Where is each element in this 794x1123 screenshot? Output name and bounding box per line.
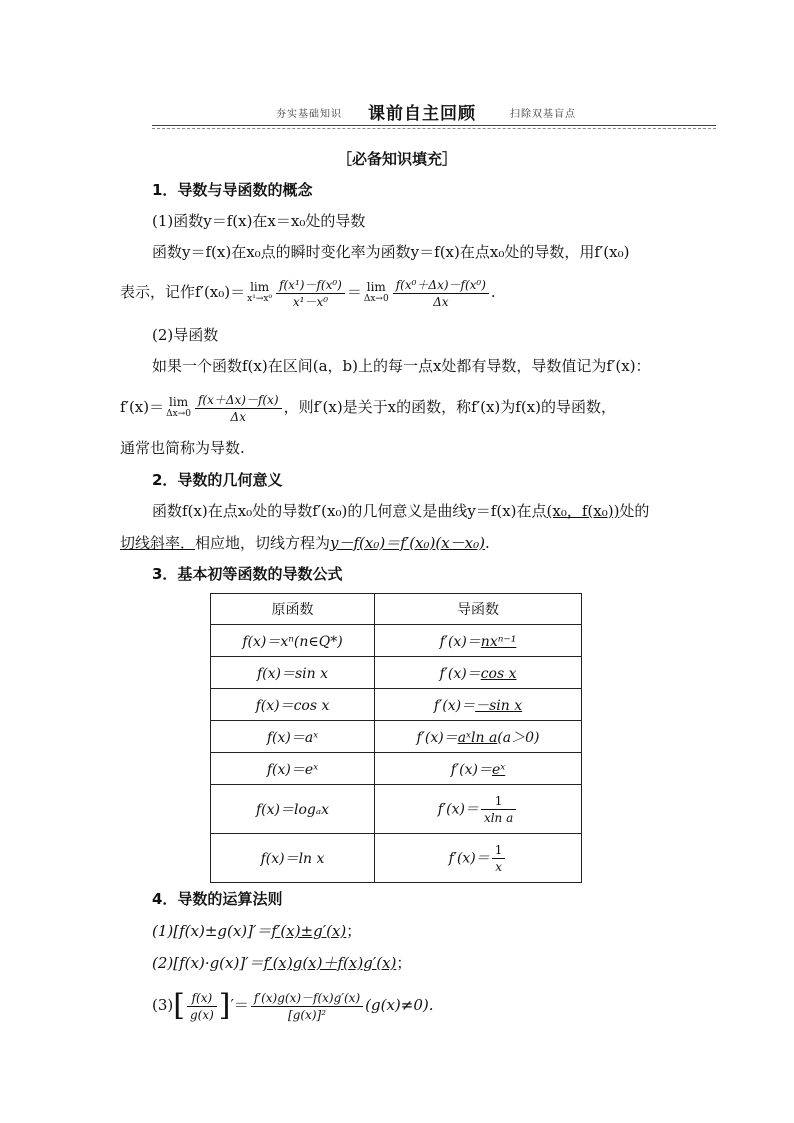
formula-prefix: 表示，记作f′(x₀)＝ xyxy=(120,283,246,301)
cell-original: f(x)＝aˣ xyxy=(211,721,375,753)
text-segment: . xyxy=(485,534,490,552)
banner-dashed-rule xyxy=(152,128,716,129)
fraction-1 xyxy=(276,277,345,310)
text-segment: 相应地，切线方程为 xyxy=(195,534,331,552)
cell-original: f(x)＝cos x xyxy=(211,689,375,721)
fraction-numerator: f(x¹)－f(x⁰) xyxy=(276,277,345,294)
fraction-numerator: 1 xyxy=(492,842,506,859)
heading-geometric-meaning: 2．导数的几何意义 xyxy=(152,471,283,489)
paragraph-geometric-meaning xyxy=(152,501,712,521)
table-header-row xyxy=(211,594,582,625)
formula-derivative-function xyxy=(120,387,680,427)
heading-derivative-concept: 1．导数与导函数的概念 xyxy=(152,181,313,199)
cell-suffix: (a＞0) xyxy=(497,729,540,746)
answer-blank: aˣln a xyxy=(457,729,498,746)
formula-derivative-limit xyxy=(120,272,680,312)
table-row xyxy=(211,753,582,785)
answer-blank: nxⁿ⁻¹ xyxy=(480,633,517,650)
fraction-answer xyxy=(492,842,506,875)
fraction-numerator: 1 xyxy=(481,793,516,810)
table-row xyxy=(211,657,582,689)
table-row xyxy=(211,785,582,834)
paragraph-derivative-short-name: 通常也简称为导数. xyxy=(120,439,245,457)
fraction-denominator: x xyxy=(495,859,502,874)
rule-prefix: (1)[f(x)±g(x)]′＝ xyxy=(152,922,272,940)
fraction-numerator: f(x＋Δx)－f(x) xyxy=(195,392,282,409)
cell-derivative xyxy=(375,625,582,657)
bracket-open: [ xyxy=(173,988,185,1023)
cell-original: f(x)＝sin x xyxy=(211,657,375,689)
rule-prefix: (2)[f(x)·g(x)]′＝ xyxy=(152,954,264,972)
table-row xyxy=(211,625,582,657)
cell-prefix: f′(x)＝ xyxy=(437,801,479,817)
cell-derivative xyxy=(375,753,582,785)
limit-symbol-2 xyxy=(364,281,389,305)
limit-subscript: Δx→0 xyxy=(166,409,191,419)
rule-end: (g(x)≠0). xyxy=(365,996,434,1014)
bracket-close: ] xyxy=(218,988,231,1023)
formula-end: . xyxy=(490,283,496,301)
rule-prefix: (3) xyxy=(152,996,174,1014)
fraction-2 xyxy=(393,277,489,310)
answer-blank: f′(x)g(x)＋f(x)g′(x) xyxy=(263,954,397,972)
cell-prefix: f′(x)＝ xyxy=(433,697,476,714)
column-header-derivative: 导函数 xyxy=(375,594,582,625)
fraction-denominator: x¹－x⁰ xyxy=(292,294,329,309)
prime-equals: ′＝ xyxy=(230,996,249,1014)
paragraph-derivative-definition: 函数y＝f(x)在x₀点的瞬时变化率为函数y＝f(x)在点x₀处的导数，用f′(x₀) xyxy=(152,243,630,261)
column-header-original: 原函数 xyxy=(211,594,375,625)
answer-blank: eˣ xyxy=(491,761,506,778)
cell-derivative xyxy=(375,834,582,883)
formula-prefix: f′(x)＝ xyxy=(120,398,165,416)
rule-product xyxy=(152,953,712,973)
quotient-fraction xyxy=(251,990,363,1023)
table-row xyxy=(211,689,582,721)
rule-sum xyxy=(152,921,712,941)
formula-suffix: ，则f′(x)是关于x的函数，称f′(x)为f(x)的导函数， xyxy=(283,398,616,416)
answer-blank-tangent-equation: y－f(x₀)＝f′(x₀)(x－x₀) xyxy=(330,534,486,552)
limit-subscript: Δx→0 xyxy=(363,294,389,304)
rule-quotient xyxy=(152,982,712,1028)
fraction-3 xyxy=(195,392,282,425)
derivative-formula-table xyxy=(210,593,582,883)
fraction-denominator: xln a xyxy=(483,810,514,825)
paragraph-derivative-function: 如果一个函数f(x)在区间(a，b)上的每一点x处都有导数，导数值记为f′(x)： xyxy=(152,357,651,375)
cell-original: f(x)＝logₐx xyxy=(211,785,375,834)
fraction-denominator: [g(x)]² xyxy=(288,1007,327,1022)
cell-original: f(x)＝ln x xyxy=(211,834,375,883)
table-row xyxy=(211,834,582,883)
paragraph-tangent-line xyxy=(120,533,680,553)
cell-prefix: f′(x)＝ xyxy=(439,665,481,682)
banner-rule xyxy=(152,125,716,126)
table-row xyxy=(211,721,582,753)
inner-fraction xyxy=(187,990,217,1023)
section-banner xyxy=(152,98,716,126)
cell-derivative xyxy=(375,785,582,834)
subheading-derivative-function: (2)导函数 xyxy=(152,326,219,344)
limit-label: lim xyxy=(169,395,189,409)
limit-symbol-1 xyxy=(247,281,272,305)
text-segment: 函数f(x)在点x₀处的导数f′(x₀)的几何意义是曲线y＝f(x)在点 xyxy=(152,502,547,520)
rule-end: ； xyxy=(396,954,412,972)
limit-symbol-3 xyxy=(166,396,191,420)
cell-prefix: f′(x)＝ xyxy=(448,850,490,866)
answer-blank: cos x xyxy=(480,665,517,682)
cell-derivative xyxy=(375,657,582,689)
section-title: ［必备知识填充］ xyxy=(336,150,457,168)
equals-sign: ＝ xyxy=(346,283,362,301)
fraction-numerator: f(x⁰＋Δx)－f(x⁰) xyxy=(393,277,489,294)
rule-end: ； xyxy=(346,922,362,940)
text-segment: 处的 xyxy=(619,502,650,520)
banner-title: 课前自主回顾 xyxy=(368,104,476,124)
answer-blank: f′(x)±g′(x) xyxy=(271,922,347,940)
limit-label: lim xyxy=(250,280,270,294)
limit-subscript: x¹→x⁰ xyxy=(247,294,273,304)
fraction-denominator: Δx xyxy=(230,409,246,424)
banner-right-tag: 扫除双基盲点 xyxy=(510,109,576,120)
cell-derivative xyxy=(375,721,582,753)
heading-operation-rules: 4．导数的运算法则 xyxy=(152,890,283,908)
answer-blank: －sin x xyxy=(475,697,523,714)
cell-prefix: f′(x)＝ xyxy=(439,633,481,650)
fraction-numerator: f′(x)g(x)－f(x)g′(x) xyxy=(251,990,363,1007)
fraction-numerator: f(x) xyxy=(187,990,217,1007)
fraction-answer xyxy=(481,793,516,826)
cell-prefix: f′(x)＝ xyxy=(416,729,458,746)
fraction-denominator: Δx xyxy=(433,294,449,309)
limit-label: lim xyxy=(366,280,386,294)
subheading-derivative-at-point: (1)函数y＝f(x)在x＝x₀处的导数 xyxy=(152,212,366,230)
cell-original: f(x)＝xⁿ(n∈Q*) xyxy=(211,625,375,657)
fraction-denominator: g(x) xyxy=(189,1007,214,1022)
cell-original: f(x)＝eˣ xyxy=(211,753,375,785)
heading-derivative-formulas: 3．基本初等函数的导数公式 xyxy=(152,565,343,583)
cell-prefix: f′(x)＝ xyxy=(450,761,492,778)
answer-blank-point: (x₀，f(x₀)) xyxy=(546,502,620,520)
cell-derivative xyxy=(375,689,582,721)
banner-left-tag: 夯实基础知识 xyxy=(276,109,342,120)
answer-blank-slope: 切线斜率． xyxy=(120,534,196,552)
